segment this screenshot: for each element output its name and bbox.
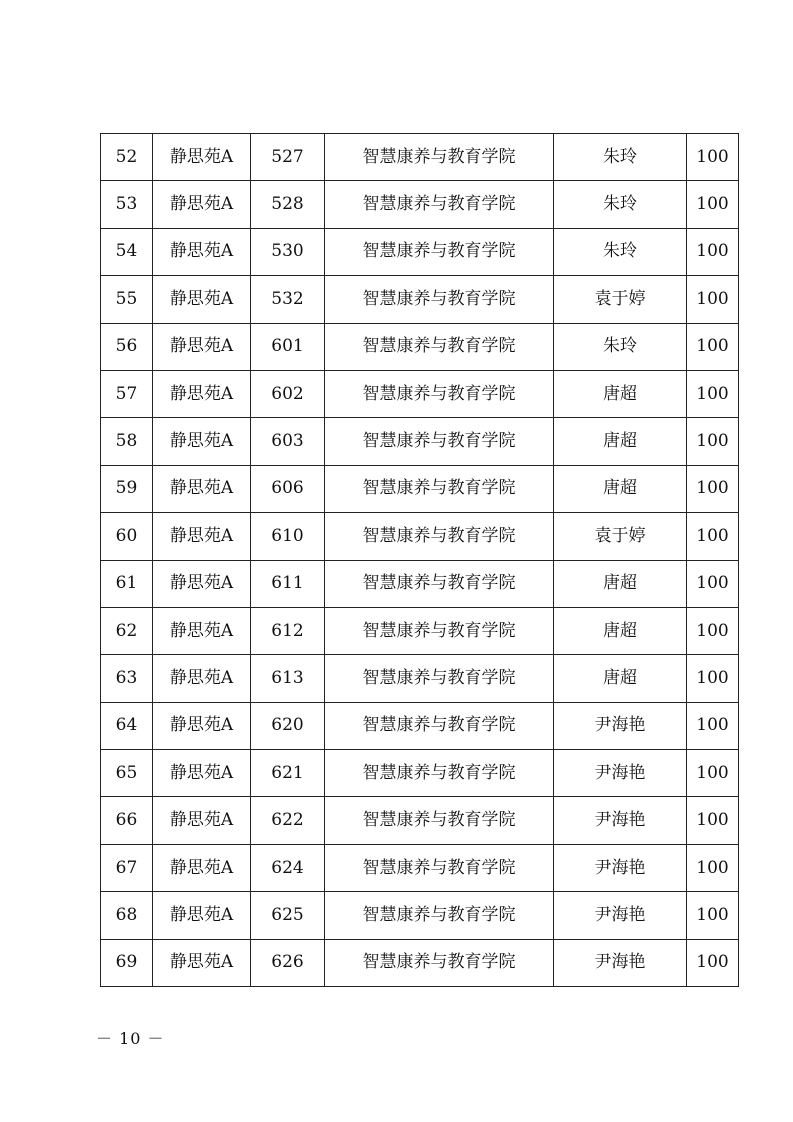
cell-score: 100	[687, 228, 739, 275]
cell-room: 613	[251, 655, 325, 702]
cell-room: 532	[251, 276, 325, 323]
cell-person: 唐超	[554, 465, 687, 512]
cell-person: 袁于婷	[554, 513, 687, 560]
cell-score: 100	[687, 844, 739, 891]
cell-number: 63	[101, 655, 153, 702]
cell-score: 100	[687, 134, 739, 181]
table-row	[101, 844, 739, 891]
table-row	[101, 134, 739, 181]
table-row	[101, 702, 739, 749]
cell-number: 56	[101, 323, 153, 370]
cell-building: 静思苑A	[153, 513, 251, 560]
cell-building: 静思苑A	[153, 655, 251, 702]
cell-college: 智慧康养与教育学院	[325, 655, 554, 702]
cell-score: 100	[687, 181, 739, 228]
cell-college: 智慧康养与教育学院	[325, 797, 554, 844]
cell-building: 静思苑A	[153, 892, 251, 939]
cell-room: 610	[251, 513, 325, 560]
cell-person: 尹海艳	[554, 939, 687, 986]
cell-person: 唐超	[554, 560, 687, 607]
cell-score: 100	[687, 797, 739, 844]
cell-room: 611	[251, 560, 325, 607]
cell-score: 100	[687, 939, 739, 986]
cell-building: 静思苑A	[153, 797, 251, 844]
cell-person: 尹海艳	[554, 892, 687, 939]
cell-person: 朱玲	[554, 323, 687, 370]
cell-college: 智慧康养与教育学院	[325, 323, 554, 370]
cell-score: 100	[687, 750, 739, 797]
table-row	[101, 418, 739, 465]
cell-number: 65	[101, 750, 153, 797]
cell-person: 朱玲	[554, 228, 687, 275]
cell-person: 唐超	[554, 418, 687, 465]
cell-room: 601	[251, 323, 325, 370]
cell-building: 静思苑A	[153, 607, 251, 654]
table-row	[101, 323, 739, 370]
cell-score: 100	[687, 418, 739, 465]
cell-score: 100	[687, 276, 739, 323]
cell-college: 智慧康养与教育学院	[325, 465, 554, 512]
table-row	[101, 513, 739, 560]
cell-college: 智慧康养与教育学院	[325, 607, 554, 654]
page-number: － 10 －	[96, 1029, 165, 1048]
cell-person: 唐超	[554, 655, 687, 702]
cell-college: 智慧康养与教育学院	[325, 134, 554, 181]
cell-person: 唐超	[554, 607, 687, 654]
cell-room: 530	[251, 228, 325, 275]
cell-building: 静思苑A	[153, 560, 251, 607]
cell-person: 尹海艳	[554, 844, 687, 891]
cell-college: 智慧康养与教育学院	[325, 370, 554, 417]
table-row	[101, 939, 739, 986]
table-row	[101, 465, 739, 512]
table-row	[101, 370, 739, 417]
cell-number: 60	[101, 513, 153, 560]
cell-building: 静思苑A	[153, 750, 251, 797]
cell-college: 智慧康养与教育学院	[325, 939, 554, 986]
cell-room: 626	[251, 939, 325, 986]
table-body	[101, 134, 739, 987]
cell-room: 625	[251, 892, 325, 939]
cell-number: 68	[101, 892, 153, 939]
table-row	[101, 276, 739, 323]
cell-room: 528	[251, 181, 325, 228]
cell-score: 100	[687, 513, 739, 560]
cell-college: 智慧康养与教育学院	[325, 844, 554, 891]
cell-score: 100	[687, 702, 739, 749]
cell-number: 58	[101, 418, 153, 465]
cell-building: 静思苑A	[153, 228, 251, 275]
cell-building: 静思苑A	[153, 323, 251, 370]
cell-number: 61	[101, 560, 153, 607]
cell-room: 622	[251, 797, 325, 844]
cell-person: 尹海艳	[554, 702, 687, 749]
cell-number: 54	[101, 228, 153, 275]
cell-number: 53	[101, 181, 153, 228]
table-row	[101, 228, 739, 275]
cell-building: 静思苑A	[153, 370, 251, 417]
cell-person: 尹海艳	[554, 750, 687, 797]
cell-number: 69	[101, 939, 153, 986]
cell-room: 527	[251, 134, 325, 181]
cell-score: 100	[687, 560, 739, 607]
cell-room: 606	[251, 465, 325, 512]
cell-room: 620	[251, 702, 325, 749]
cell-person: 朱玲	[554, 134, 687, 181]
cell-person: 唐超	[554, 370, 687, 417]
cell-college: 智慧康养与教育学院	[325, 750, 554, 797]
cell-score: 100	[687, 323, 739, 370]
cell-room: 603	[251, 418, 325, 465]
cell-building: 静思苑A	[153, 702, 251, 749]
cell-college: 智慧康养与教育学院	[325, 892, 554, 939]
cell-person: 尹海艳	[554, 797, 687, 844]
table-row	[101, 181, 739, 228]
cell-building: 静思苑A	[153, 134, 251, 181]
cell-number: 64	[101, 702, 153, 749]
table-row	[101, 655, 739, 702]
cell-building: 静思苑A	[153, 465, 251, 512]
table-row	[101, 797, 739, 844]
cell-room: 621	[251, 750, 325, 797]
cell-building: 静思苑A	[153, 844, 251, 891]
cell-number: 52	[101, 134, 153, 181]
cell-room: 602	[251, 370, 325, 417]
cell-number: 66	[101, 797, 153, 844]
table-row	[101, 750, 739, 797]
cell-building: 静思苑A	[153, 418, 251, 465]
cell-college: 智慧康养与教育学院	[325, 560, 554, 607]
cell-person: 朱玲	[554, 181, 687, 228]
cell-college: 智慧康养与教育学院	[325, 418, 554, 465]
table-row	[101, 560, 739, 607]
cell-college: 智慧康养与教育学院	[325, 276, 554, 323]
cell-score: 100	[687, 892, 739, 939]
cell-building: 静思苑A	[153, 181, 251, 228]
cell-college: 智慧康养与教育学院	[325, 513, 554, 560]
dormitory-score-table	[100, 133, 739, 987]
cell-score: 100	[687, 370, 739, 417]
cell-room: 612	[251, 607, 325, 654]
cell-building: 静思苑A	[153, 939, 251, 986]
cell-number: 55	[101, 276, 153, 323]
cell-person: 袁于婷	[554, 276, 687, 323]
cell-score: 100	[687, 607, 739, 654]
table-row	[101, 607, 739, 654]
table-row	[101, 892, 739, 939]
cell-room: 624	[251, 844, 325, 891]
cell-score: 100	[687, 655, 739, 702]
cell-college: 智慧康养与教育学院	[325, 181, 554, 228]
cell-building: 静思苑A	[153, 276, 251, 323]
cell-college: 智慧康养与教育学院	[325, 702, 554, 749]
cell-number: 67	[101, 844, 153, 891]
cell-score: 100	[687, 465, 739, 512]
cell-number: 57	[101, 370, 153, 417]
cell-college: 智慧康养与教育学院	[325, 228, 554, 275]
cell-number: 59	[101, 465, 153, 512]
cell-number: 62	[101, 607, 153, 654]
